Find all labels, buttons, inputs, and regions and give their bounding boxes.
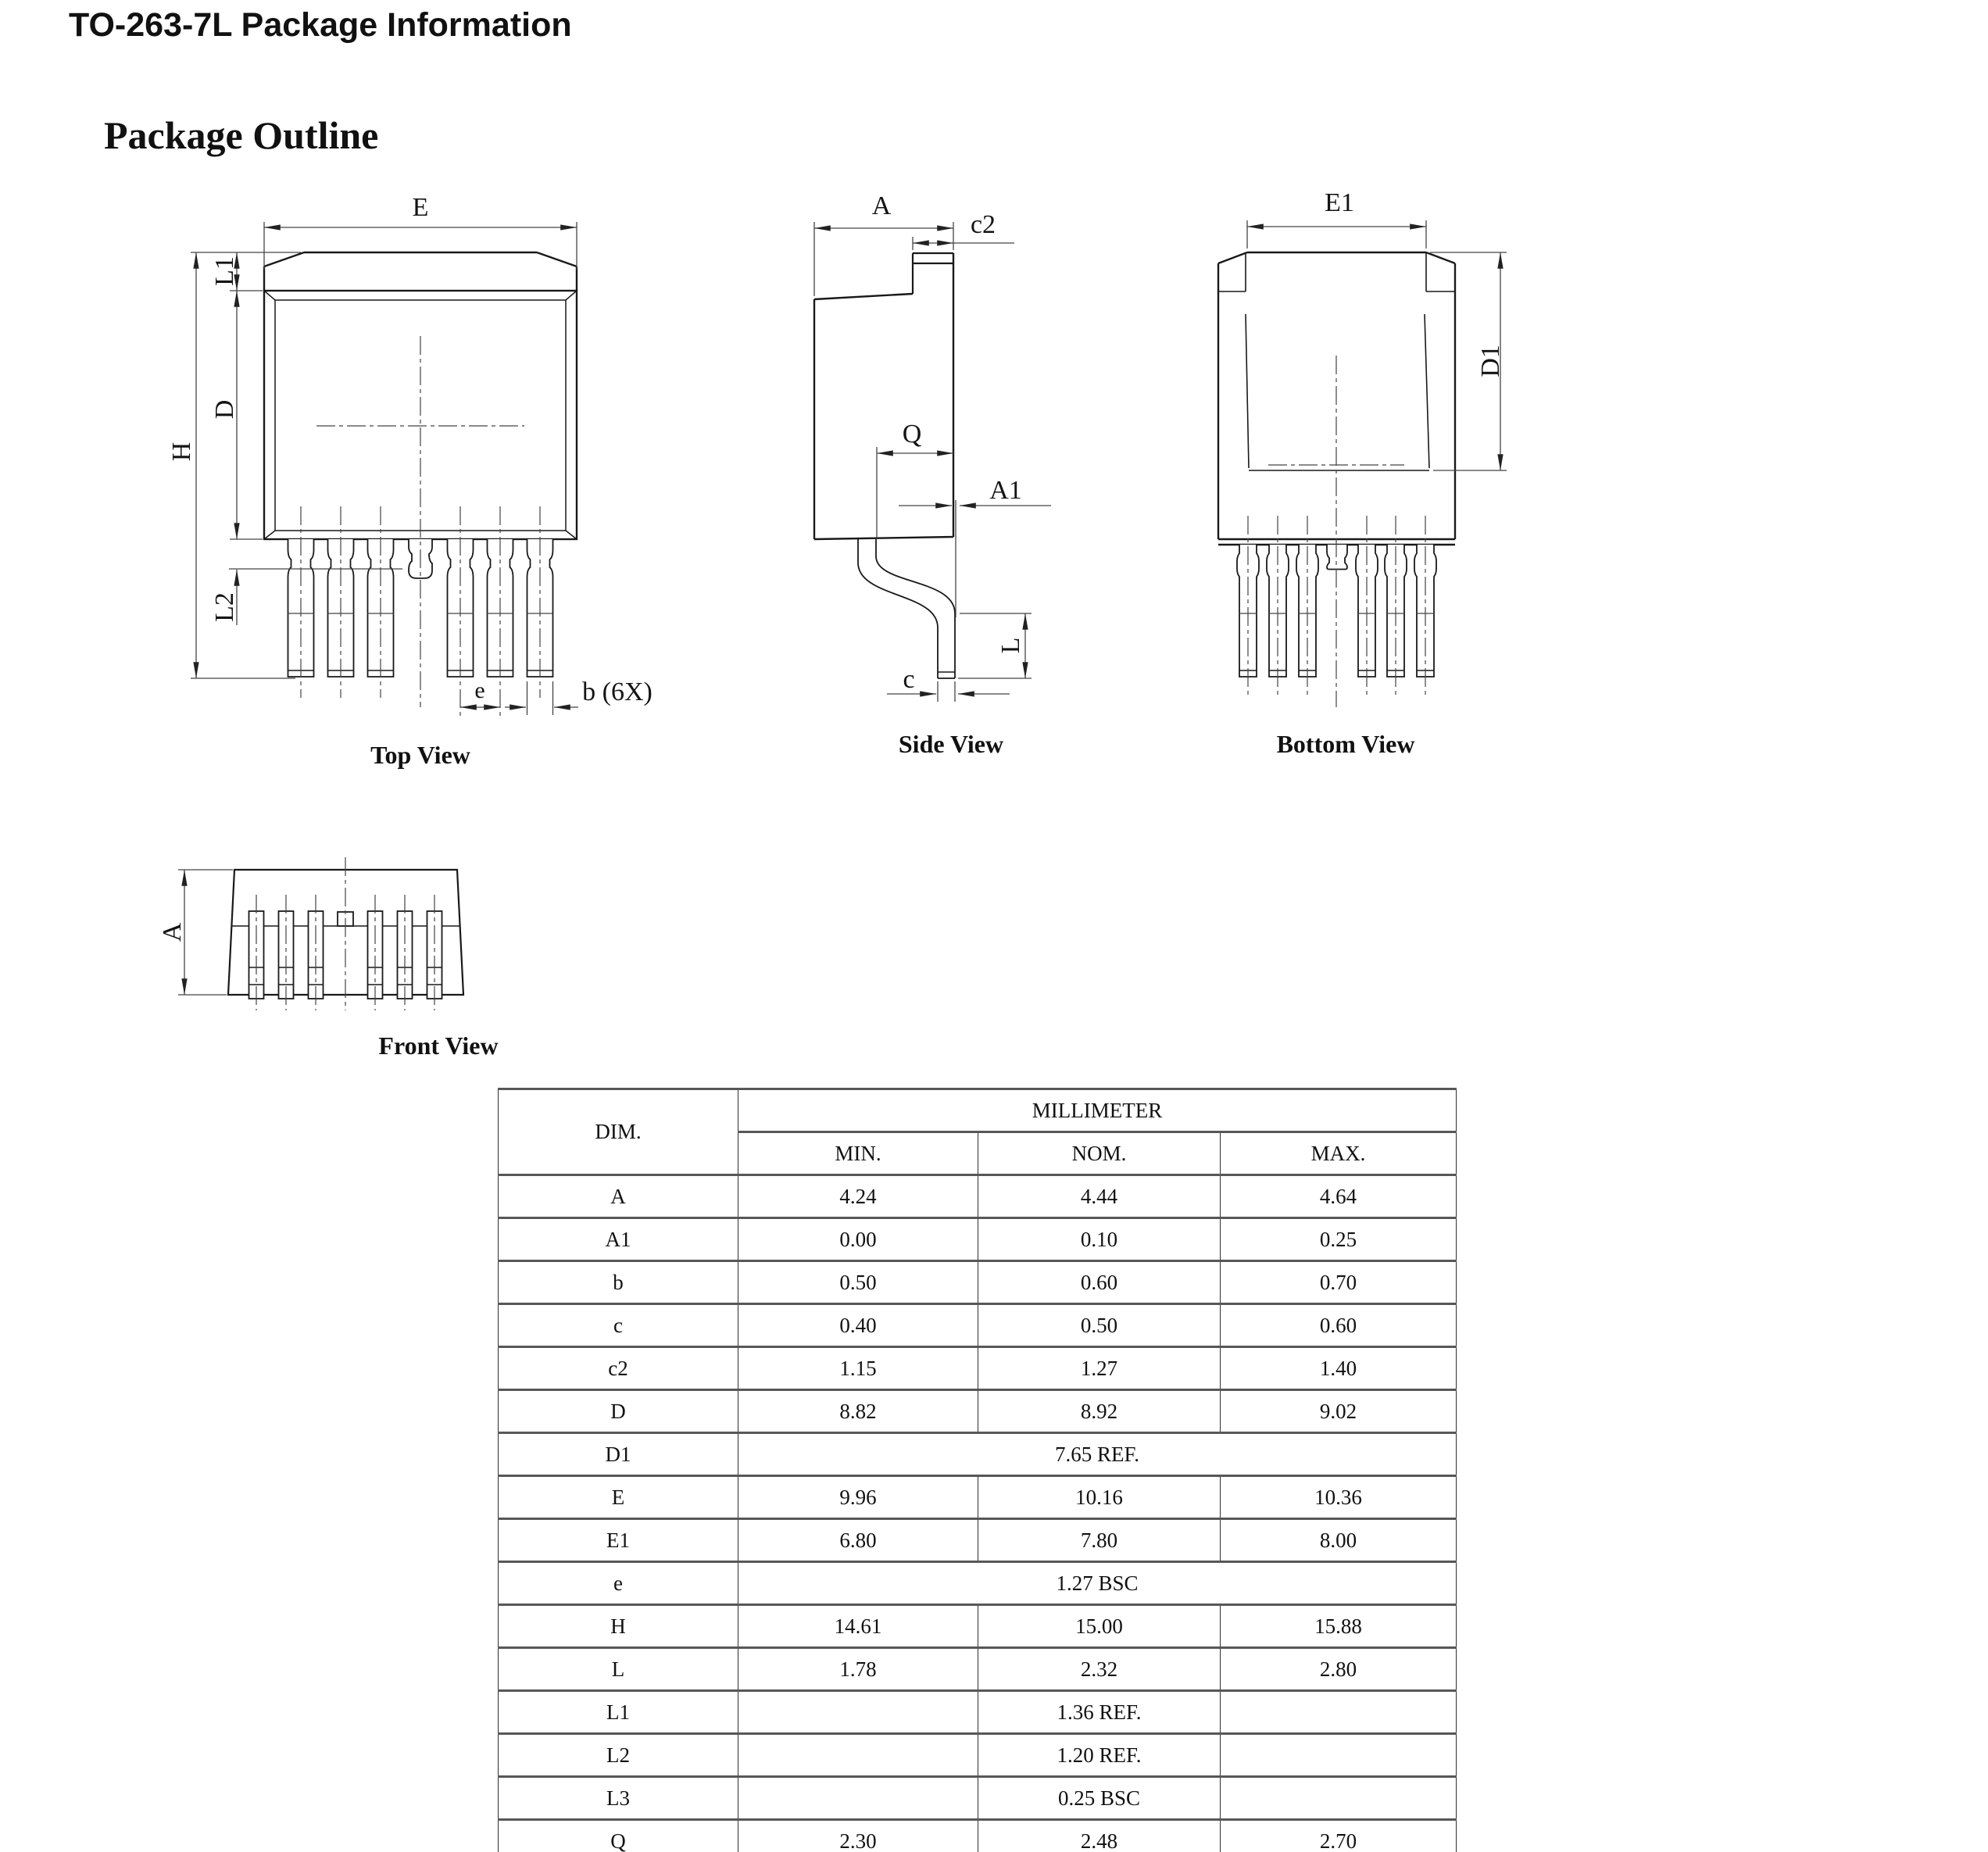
table-row	[499, 1648, 1457, 1691]
table-cell: 10.36	[1221, 1476, 1457, 1519]
dimension-table-body	[499, 1175, 1457, 1852]
table-cell: 14.61	[738, 1605, 978, 1648]
table-cell: 1.27 BSC	[738, 1562, 1457, 1605]
table-row	[499, 1476, 1457, 1519]
table-cell: 1.36 REF.	[978, 1691, 1221, 1734]
table-row	[499, 1347, 1457, 1390]
table-row	[499, 1304, 1457, 1347]
dim-label-L: L	[996, 637, 1025, 654]
table-cell: A	[499, 1175, 738, 1218]
table-cell: L3	[499, 1777, 738, 1820]
table-row	[499, 1519, 1457, 1562]
bottom-view-drawing	[1218, 220, 1507, 707]
table-cell: E	[499, 1476, 738, 1519]
side-view-caption: Side View	[898, 730, 1004, 758]
dim-label-H: H	[167, 442, 196, 462]
table-cell: e	[499, 1562, 738, 1605]
front-view-drawing	[178, 857, 463, 1010]
table-cell: 1.78	[738, 1648, 978, 1691]
table-cell: 1.15	[738, 1347, 978, 1390]
page-title: TO-263-7L Package Information	[69, 6, 572, 44]
table-row	[499, 1820, 1457, 1852]
table-cell: 0.00	[738, 1218, 978, 1261]
dim-label-c2: c2	[970, 210, 996, 239]
unit-header-cell: MILLIMETER	[738, 1089, 1457, 1132]
dim-label-A-side: A	[871, 191, 892, 220]
table-cell: 2.30	[738, 1820, 978, 1852]
table-cell: D	[499, 1390, 738, 1433]
table-cell: L2	[499, 1734, 738, 1777]
top-view-drawing	[191, 222, 578, 717]
dim-label-E: E	[412, 193, 429, 222]
table-cell: 4.24	[738, 1175, 978, 1218]
table-cell: 8.00	[1221, 1519, 1457, 1562]
table-cell	[738, 1691, 978, 1734]
table-cell	[1221, 1734, 1457, 1777]
table-cell: L	[499, 1648, 738, 1691]
table-cell: 8.82	[738, 1390, 978, 1433]
table-row	[499, 1175, 1457, 1218]
table-cell: 10.16	[978, 1476, 1221, 1519]
table-cell: c2	[499, 1347, 738, 1390]
table-cell: 9.96	[738, 1476, 978, 1519]
table-cell: D1	[499, 1433, 738, 1476]
top-view-caption: Top View	[370, 741, 470, 769]
dim-label-L1: L1	[210, 256, 239, 286]
table-cell: 1.20 REF.	[978, 1734, 1221, 1777]
dim-label-b: b (6X)	[582, 678, 653, 706]
table-cell: 7.65 REF.	[738, 1433, 1457, 1476]
table-cell	[738, 1734, 978, 1777]
table-cell: 4.44	[978, 1175, 1221, 1218]
table-cell	[1221, 1691, 1457, 1734]
max-header-cell: MAX.	[1221, 1132, 1457, 1175]
front-view-caption: Front View	[378, 1031, 499, 1060]
table-cell	[738, 1777, 978, 1820]
dimension-table	[498, 1088, 1457, 1852]
table-cell: c	[499, 1304, 738, 1347]
table-cell: 0.25	[1221, 1218, 1457, 1261]
dim-label-A-front: A	[158, 922, 187, 942]
dim-label-D1: D1	[1476, 345, 1505, 377]
min-header-cell: MIN.	[738, 1132, 978, 1175]
table-cell: 2.32	[978, 1648, 1221, 1691]
table-cell: H	[499, 1605, 738, 1648]
table-cell: 0.40	[738, 1304, 978, 1347]
table-cell: 2.48	[978, 1820, 1221, 1852]
table-cell: 15.00	[978, 1605, 1221, 1648]
table-cell: 0.60	[1221, 1304, 1457, 1347]
table-cell: 0.50	[738, 1261, 978, 1304]
dim-label-e: e	[474, 678, 485, 703]
table-row	[499, 1734, 1457, 1777]
table-cell: E1	[499, 1519, 738, 1562]
dim-label-L2: L2	[210, 592, 239, 622]
bottom-view-caption: Bottom View	[1276, 730, 1415, 758]
dim-label-D: D	[210, 399, 239, 420]
dim-header-cell: DIM.	[499, 1089, 738, 1175]
table-cell: 0.50	[978, 1304, 1221, 1347]
table-cell: Q	[499, 1820, 738, 1852]
table-cell: 1.27	[978, 1347, 1221, 1390]
table-row	[499, 1562, 1457, 1605]
dim-label-A1: A1	[989, 476, 1022, 505]
table-cell: 0.10	[978, 1218, 1221, 1261]
table-row	[499, 1605, 1457, 1648]
table-row	[499, 1218, 1457, 1261]
table-row	[499, 1390, 1457, 1433]
dim-label-c: c	[903, 665, 915, 694]
dim-label-Q: Q	[902, 420, 922, 449]
table-cell: 2.80	[1221, 1648, 1457, 1691]
table-cell: 1.40	[1221, 1347, 1457, 1390]
table-cell: 0.60	[978, 1261, 1221, 1304]
table-row	[499, 1261, 1457, 1304]
side-view-drawing	[814, 222, 1051, 702]
table-header-row	[499, 1089, 1457, 1132]
table-row	[499, 1691, 1457, 1734]
table-cell: A1	[499, 1218, 738, 1261]
table-row	[499, 1433, 1457, 1476]
table-cell: 7.80	[978, 1519, 1221, 1562]
table-cell: 4.64	[1221, 1175, 1457, 1218]
dim-label-E1: E1	[1325, 188, 1354, 217]
section-heading: Package Outline	[104, 113, 379, 157]
table-cell: L1	[499, 1691, 738, 1734]
table-cell	[1221, 1777, 1457, 1820]
table-row	[499, 1777, 1457, 1820]
table-cell: b	[499, 1261, 738, 1304]
table-cell: 15.88	[1221, 1605, 1457, 1648]
table-cell: 0.70	[1221, 1261, 1457, 1304]
table-cell: 2.70	[1221, 1820, 1457, 1852]
nom-header-cell: NOM.	[978, 1132, 1221, 1175]
table-cell: 8.92	[978, 1390, 1221, 1433]
table-cell: 0.25 BSC	[978, 1777, 1221, 1820]
table-cell: 9.02	[1221, 1390, 1457, 1433]
table-cell: 6.80	[738, 1519, 978, 1562]
